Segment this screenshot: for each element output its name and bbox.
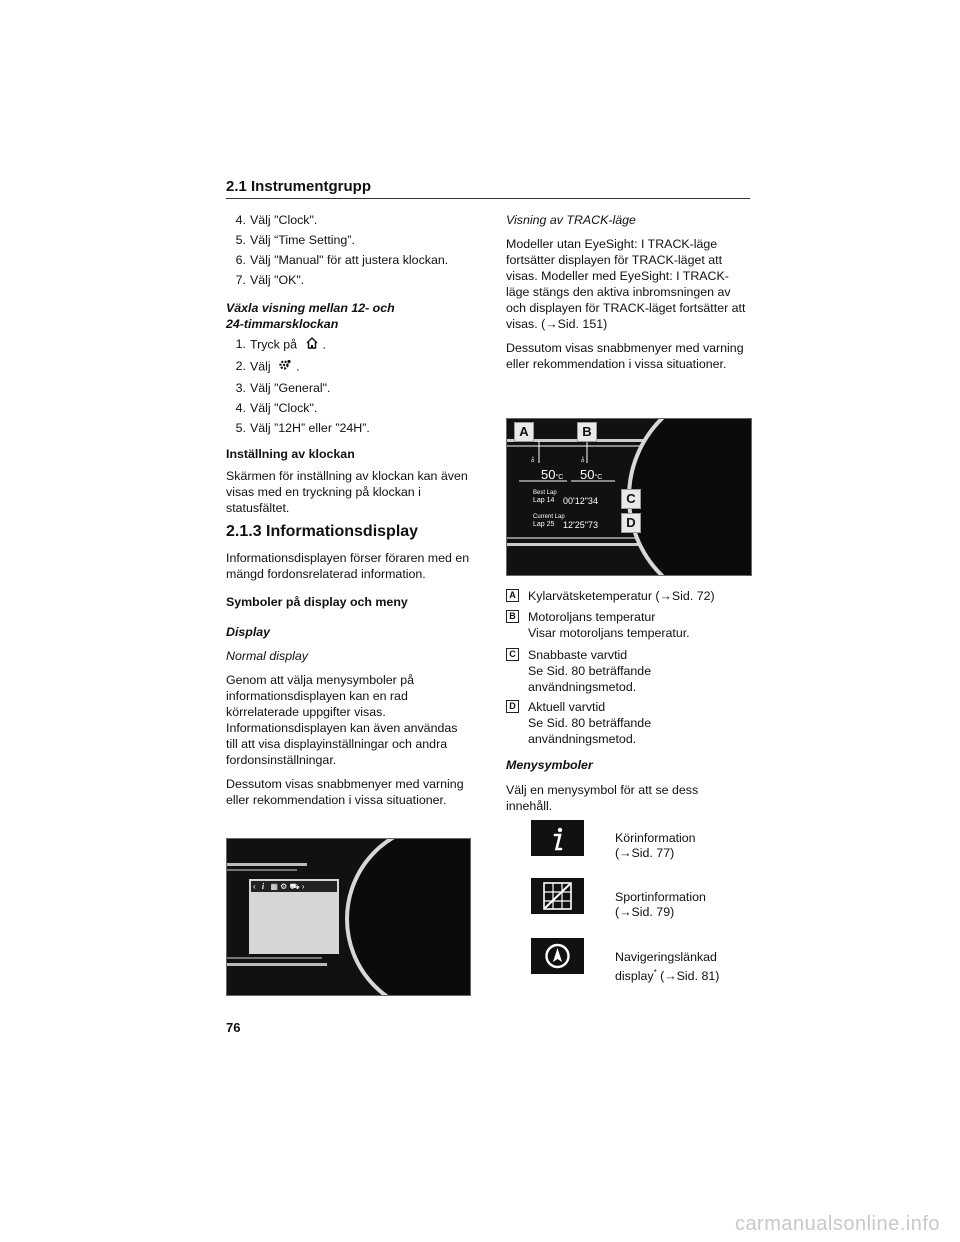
step-select-settings: 2. Välj . [232,358,471,376]
right-column [506,212,750,380]
step-item: 6. Välj "Manual" för att justera klockan. [235,253,449,267]
section-divider [226,198,750,199]
best-lap-block: Best Lap Lap 14 [533,490,557,504]
chapter-heading: 2.1.3 Informationsdisplay [226,523,419,540]
clock-heading: Inställning av klockan [226,447,355,461]
gauge-icon: ⚙ [280,882,288,891]
step-item: 4. Välj "Clock". [235,213,318,227]
label-c: C [621,489,641,509]
chevron-left-icon: ‹ [253,882,256,891]
coolant-thermometer-icon: ⫰ [531,455,535,464]
info-icon [531,820,584,856]
switch-heading: Växla visning mellan 12- och 24-timmarsklockan [226,301,395,331]
track-text: Modeller utan EyeSight: I TRACK-läge fortsätter displayen för TRACK-läget att visas. Modeller med EyeSight: I TRACK-läge stängs den aktiva inbromsningen av och displayen för TRACK-läget fortsätter att visas. (→Sid. 151) [506,237,746,331]
best-lap-time: 00'12"34 [563,496,598,506]
step-item: 4. Välj "Clock". [235,401,318,415]
legend-item: A Kylarvätsketemperatur (→Sid. 72) [506,588,715,604]
menu-symbol-bar [253,881,305,892]
car-icon: ⛟ [289,882,300,891]
menu-heading: Menysymboler [506,758,593,772]
label-d: D [621,513,641,533]
watermark: carmanualsonline.info [734,1213,940,1235]
extra-text-right: Dessutom visas snabbmenyer med varning eller rekommendation i vissa situationer. [506,341,744,371]
legend-item: C Snabbaste varvtid Se Sid. 80 beträffande användningsmetod. [506,647,651,695]
oil-thermometer-icon: ⫰ [581,455,585,464]
legend-item: D Aktuell varvtid Se Sid. 80 beträffande användningsmetod. [506,699,651,747]
sport-icon: ▦ [270,882,278,891]
label-b: B [577,422,597,442]
home-icon [305,336,319,354]
clock-text: Skärmen för inställning av klockan kan även visas med en tryckning på klockan i statusfältet. [226,469,468,515]
gear-icon [278,358,292,376]
legend-item: B Motoroljans temperatur Visar motoroljans temperatur. [506,609,690,641]
navigation-icon [531,938,584,974]
current-lap-time: 12'25"73 [563,520,598,530]
sport-grid-icon [531,878,584,914]
step-item: 7. Välj "OK". [235,273,305,287]
normal-display-illustration [226,838,471,996]
normal-display-text: Genom att välja menysymboler på informationsdisplayen kan en rad körrelaterade uppgifter visas. Informationsdisplayen kan även användas till att visa displayinställningar och andra fordonsinställningar. [226,673,458,767]
extra-text-left: Dessutom visas snabbmenyer med varning eller rekommendation i vissa situationer. [226,777,464,807]
display-heading: Display [226,625,271,639]
legend-tag: A [506,589,519,602]
track-heading: Visning av TRACK-läge [506,213,636,227]
step-item: 5. Välj ”12H” eller ”24H”. [235,421,370,435]
page-number: 76 [226,1020,241,1035]
info-text: Informationsdisplayen förser föraren med en mängd fordonsrelaterad information. [226,551,470,581]
step-item: 3. Välj "General". [235,381,331,395]
track-display-illustration [506,418,752,576]
menu-label-navigation: Navigeringslänkad display* (→Sid. 81) [615,950,720,984]
menu-text: Välj en menysymbol för att se dess innehåll. [506,783,699,813]
oil-temp-value: 50°C [580,467,603,482]
section-title: 2.1 Instrumentgrupp [226,178,372,195]
legend-tag: B [506,610,519,623]
legend-tag: D [506,700,519,713]
chevron-right-icon: › [301,882,305,891]
steps-list-b [226,380,471,436]
steps-list-a [226,212,471,288]
info-icon: i [261,882,265,891]
step-item: 5. Välj “Time Setting”. [235,233,355,247]
symbols-heading: Symboler på display och meny [226,595,408,609]
legend-tag: C [506,648,519,661]
coolant-temp-value: 50°C [541,467,564,482]
normal-display-heading: Normal display [226,649,308,663]
current-lap-block: Current Lap Lap 25 [533,514,565,528]
menu-label-driving-info: Körinformation (→Sid. 77) [615,831,696,860]
normal-display-graphic [227,839,470,995]
label-a: A [514,422,534,442]
step-tap-home: 1. Tryck på . [232,336,471,354]
menu-label-sport-info: Sportinformation (→Sid. 79) [615,890,706,919]
left-column [226,212,471,816]
